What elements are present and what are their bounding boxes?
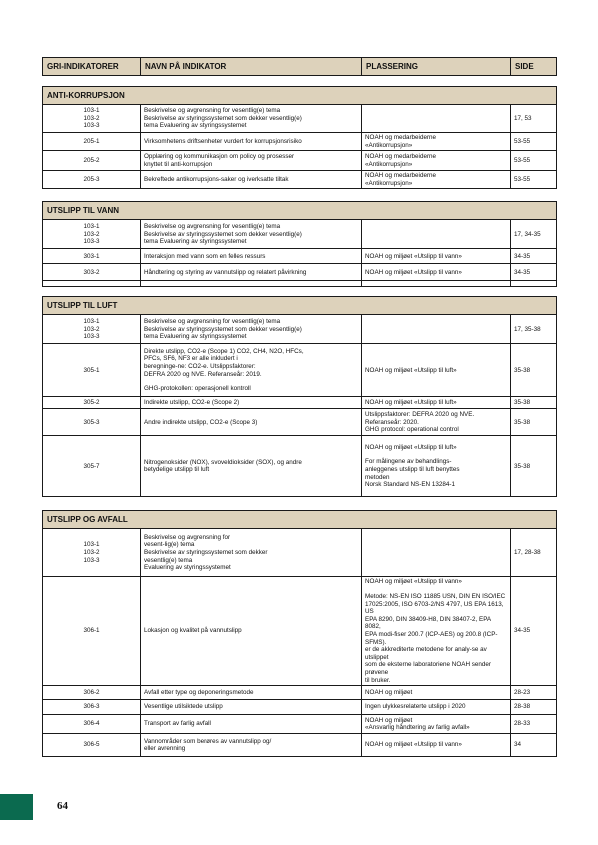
placement-cell-line: «Antikorrupsjon» xyxy=(365,141,413,149)
header-page: SIDE xyxy=(511,58,557,76)
placement-cell-line: Utslippsfaktorer: DEFRA 2020 og NVE. xyxy=(365,410,475,418)
placement-cell-line: til bruker. xyxy=(365,676,391,684)
indicator-name-cell xyxy=(141,264,362,281)
section-title: UTSLIPP TIL VANN xyxy=(43,202,557,220)
gri-code-cell-line: 305-3 xyxy=(83,418,100,426)
gri-code-cell-line: 305-1 xyxy=(83,366,100,374)
table-row xyxy=(43,344,557,397)
placement-cell xyxy=(362,220,511,249)
placement-cell xyxy=(362,315,511,344)
section-title: UTSLIPP TIL LUFT xyxy=(43,297,557,315)
placement-cell xyxy=(362,133,511,151)
placement-cell-line: Referanseår: 2020. xyxy=(365,418,419,426)
gri-code-cell-line: 103-3 xyxy=(83,238,100,246)
page-ref-cell: 53-55 xyxy=(511,151,557,171)
gri-code-cell xyxy=(43,133,141,151)
table-row xyxy=(43,249,557,264)
page-ref-cell: 34-35 xyxy=(511,264,557,281)
placement-cell xyxy=(362,734,511,757)
placement-cell-line: EPA 8290, DIN 38409-H8, DIN 38407-2, EPA 8082, xyxy=(365,615,491,631)
placement-cell-line: NOAH og miljøet «Utslipp til luft» xyxy=(365,399,457,407)
gri-code-cell-line: 103-3 xyxy=(83,556,100,564)
indicator-name-cell xyxy=(141,249,362,264)
placement-cell xyxy=(362,436,511,497)
placement-cell-line: EPA modi-fiser 200.7 (ICP-AES) og 200.8 (ICP-SFMS). xyxy=(365,630,498,646)
table-row xyxy=(43,171,557,189)
page-ref-cell: 17, 53 xyxy=(511,105,557,133)
gri-code-cell-line: 306-5 xyxy=(83,741,100,749)
gri-code-cell xyxy=(43,700,141,715)
indicator-name-cell xyxy=(141,577,362,686)
gri-code-cell-line: 103-3 xyxy=(83,122,100,130)
indicator-name-cell xyxy=(141,220,362,249)
indicator-name-cell xyxy=(141,436,362,497)
gri-code-cell xyxy=(43,577,141,686)
indicator-name-cell-line: tema Evaluering av styringssystemet xyxy=(144,122,247,130)
placement-cell xyxy=(362,344,511,397)
table-row xyxy=(43,315,557,344)
indicator-name-cell xyxy=(141,344,362,397)
page-ref-cell: 28-23 xyxy=(511,686,557,700)
table-row xyxy=(43,133,557,151)
gri-code-cell xyxy=(43,220,141,249)
indicator-name-cell-line xyxy=(144,378,358,385)
section-spacer xyxy=(43,76,557,87)
gri-code-cell xyxy=(43,715,141,734)
gri-code-cell xyxy=(43,344,141,397)
placement-cell-line: metoden xyxy=(365,473,390,481)
indicator-name-cell xyxy=(141,715,362,734)
section-spacer xyxy=(43,189,557,202)
section-header-row xyxy=(43,87,557,105)
indicator-name-cell-line: Lokasjon og kvalitet på vannutslipp xyxy=(144,627,242,635)
indicator-name-cell-line: beregninge-ne: CO2-e. Utslippsfaktorer: xyxy=(144,363,256,371)
indicator-name-cell-line: Vesentlige utilsiktede utslipp xyxy=(144,703,223,711)
section-title: UTSLIPP OG AVFALL xyxy=(43,511,557,529)
indicator-name-cell-line: Håndtering og styring av vannutslipp og relatert påvirkning xyxy=(144,268,307,276)
section-spacer-cell xyxy=(43,497,557,511)
indicator-name-cell-line: Interaksjon med vann som en felles ressurs xyxy=(144,252,266,260)
section-spacer xyxy=(43,287,557,297)
placement-cell xyxy=(362,105,511,133)
page-ref-cell: 28-38 xyxy=(511,700,557,715)
placement-cell-line: GHG protocol: operational control xyxy=(365,426,459,434)
table-row xyxy=(43,700,557,715)
indicator-name-cell xyxy=(141,171,362,189)
gri-code-cell xyxy=(43,151,141,171)
indicator-name-cell-line: Beskrivelse og avgrensning for xyxy=(144,533,231,541)
page-ref-cell: 35-38 xyxy=(511,436,557,497)
indicator-name-cell-line: Evaluering av styringssystemet xyxy=(144,564,231,572)
indicator-name-cell xyxy=(141,686,362,700)
gri-code-cell-line: 303-2 xyxy=(83,268,100,276)
table-row xyxy=(43,715,557,734)
indicator-name-cell-line: tema Evaluering av styringssystemet xyxy=(144,238,247,246)
page-ref-cell: 34-35 xyxy=(511,577,557,686)
indicator-name-cell-line: Transport av farlig avfall xyxy=(144,720,211,728)
indicator-name-cell-line: GHG-protokollen: operasjonell kontroll xyxy=(144,385,251,393)
placement-cell xyxy=(362,397,511,409)
page-ref-cell: 53-55 xyxy=(511,133,557,151)
gri-code-cell xyxy=(43,436,141,497)
page-ref-cell: 35-38 xyxy=(511,344,557,397)
placement-cell xyxy=(362,409,511,436)
table-body xyxy=(43,76,557,757)
indicator-name-cell-line: tema Evaluering av styringssystemet xyxy=(144,333,247,341)
placement-cell-line: NOAH og miljøet «Utslipp til vann» xyxy=(365,252,462,260)
table-row xyxy=(43,409,557,436)
placement-cell xyxy=(362,715,511,734)
indicator-name-cell-line: eller avrenning xyxy=(144,745,186,753)
table-row xyxy=(43,529,557,577)
gri-code-cell-line: 205-3 xyxy=(83,175,100,183)
section-spacer-cell xyxy=(43,287,557,297)
placement-cell-line: Metode: NS-EN ISO 11885 USN, DIN EN ISO/IEC xyxy=(365,592,506,600)
placement-cell-line: NOAH og miljøet xyxy=(365,716,413,724)
indicator-name-cell-line: PFCs, SF6, NF3 er alle inkludert i xyxy=(144,355,238,363)
page-ref-cell: 34-35 xyxy=(511,249,557,264)
gri-code-cell xyxy=(43,105,141,133)
gri-code-cell-line: 306-4 xyxy=(83,720,100,728)
indicator-name-cell-line: Beskrivelse og avgrensning for vesentlig(e) tema xyxy=(144,317,281,325)
indicator-name-cell-line: Bekreftede antikorrupsjons-saker og iverksatte tiltak xyxy=(144,175,289,183)
gri-code-cell-line: 103-2 xyxy=(83,549,100,557)
placement-cell xyxy=(362,529,511,577)
indicator-name-cell xyxy=(141,700,362,715)
indicator-name-cell xyxy=(141,151,362,171)
placement-cell xyxy=(362,264,511,281)
gri-code-cell-line: 103-2 xyxy=(83,325,100,333)
indicator-name-cell-line: betydelige utslipp til luft xyxy=(144,466,210,474)
indicator-name-cell xyxy=(141,315,362,344)
gri-code-cell-line: 303-1 xyxy=(83,252,100,260)
gri-code-cell xyxy=(43,686,141,700)
page-ref-cell: 28-33 xyxy=(511,715,557,734)
gri-code-cell-line: 306-2 xyxy=(83,688,100,696)
placement-cell-line: Ingen ulykkesrelaterte utslipp i 2020 xyxy=(365,703,466,711)
gri-code-cell-line: 205-1 xyxy=(83,137,100,145)
gri-code-cell xyxy=(43,171,141,189)
gri-code-cell xyxy=(43,409,141,436)
indicator-name-cell-line: vesentlig(e) tema xyxy=(144,556,193,564)
placement-cell-line: som de eksterne laboratoriene NOAH sender prøvene xyxy=(365,661,492,676)
gri-code-cell-line: 305-7 xyxy=(83,462,100,470)
placement-cell-line: NOAH og medarbeiderne xyxy=(365,172,437,180)
header-placement: PLASSERING xyxy=(362,58,511,76)
header-indicator-name: NAVN PÅ INDIKATOR xyxy=(141,58,362,76)
indicator-name-cell-line: Andre indirekte utslipp, CO2-e (Scope 3) xyxy=(144,418,258,426)
placement-cell xyxy=(362,249,511,264)
page-ref-cell: 17, 34-35 xyxy=(511,220,557,249)
table-row xyxy=(43,105,557,133)
indicator-name-cell xyxy=(141,105,362,133)
gri-code-cell-line: 103-1 xyxy=(83,107,100,115)
section-header-row xyxy=(43,202,557,220)
table-row xyxy=(43,264,557,281)
placement-cell-line: NOAH og miljøet «Utslipp til vann» xyxy=(365,741,462,749)
section-header-row xyxy=(43,297,557,315)
placement-cell xyxy=(362,700,511,715)
placement-cell-line: Norsk Standard NS-EN 13284-1 xyxy=(365,481,455,489)
table-row xyxy=(43,577,557,686)
table-row xyxy=(43,151,557,171)
placement-cell-line: NOAH og miljøet «Utslipp til vann» xyxy=(365,268,462,276)
indicator-name-cell-line: Direkte utslipp, CO2-e (Scope 1) CO2, CH4, N2O, HFCs, xyxy=(144,347,304,355)
gri-code-cell-line: 306-1 xyxy=(83,627,100,635)
indicator-name-cell-line: vesent-lig(e) tema xyxy=(144,541,195,549)
placement-cell-line: For målingene av behandlings- xyxy=(365,458,452,466)
gri-code-cell xyxy=(43,249,141,264)
placement-cell-line xyxy=(365,586,507,593)
placement-cell-line: «Antikorrupsjon» xyxy=(365,160,413,168)
table-header-row xyxy=(43,58,557,76)
gri-code-cell-line: 305-2 xyxy=(83,399,100,407)
gri-code-cell-line: 103-1 xyxy=(83,317,100,325)
table-row xyxy=(43,734,557,757)
gri-code-cell xyxy=(43,529,141,577)
placement-cell xyxy=(362,151,511,171)
table-row xyxy=(43,220,557,249)
placement-cell-line: NOAH og medarbeiderne xyxy=(365,134,437,141)
page-ref-cell: 53-55 xyxy=(511,171,557,189)
gri-code-cell xyxy=(43,264,141,281)
gri-code-cell-line: 103-1 xyxy=(83,541,100,549)
indicator-name-cell-line: Indirekte utslipp, CO2-e (Scope 2) xyxy=(144,399,240,407)
placement-cell-line: 17025:2005, ISO 6703-2/NS 4797, US EPA 1613, US xyxy=(365,600,504,616)
section-title: ANTI-KORRUPSJON xyxy=(43,87,557,105)
indicator-name-cell-line: DEFRA 2020 og NVE. Referanseår: 2019. xyxy=(144,370,262,378)
page-number: 64 xyxy=(57,800,68,812)
placement-cell-line: NOAH og medarbeiderne xyxy=(365,153,437,161)
indicator-name-cell-line: Beskrivelse av styringssystemet som dekker vesentlig(e) xyxy=(144,230,302,238)
indicator-name-cell-line: Virksomhetens driftsenheter vurdert for korrupsjonsrisiko xyxy=(144,137,302,145)
page-ref-cell: 17, 28-38 xyxy=(511,529,557,577)
indicator-name-cell-line: Nitrogenoksider (NOX), svoveldioksider (SOX), og andre xyxy=(144,458,302,466)
gri-code-cell-line: 205-2 xyxy=(83,156,100,164)
indicator-name-cell-line: Beskrivelse av styringssystemet som dekker vesentlig(e) xyxy=(144,114,302,122)
indicator-name-cell xyxy=(141,734,362,757)
gri-code-cell-line: 103-2 xyxy=(83,114,100,122)
gri-code-cell xyxy=(43,315,141,344)
placement-cell-line: «Ansvarlig håndtering av farlig avfall» xyxy=(365,724,470,732)
footer-accent-bar xyxy=(0,794,33,820)
table-row xyxy=(43,436,557,497)
page-ref-cell: 17, 35-38 xyxy=(511,315,557,344)
page-ref-cell: 35-38 xyxy=(511,409,557,436)
table-row xyxy=(43,686,557,700)
gri-code-cell-line: 306-3 xyxy=(83,703,100,711)
indicator-name-cell-line: knyttet til anti-korrupsjon xyxy=(144,160,213,168)
placement-cell-line: er de akkrediterte metodene for analy-se av utslippet xyxy=(365,646,487,661)
gri-code-cell-line: 103-1 xyxy=(83,222,100,230)
placement-cell-line: NOAH og miljøet xyxy=(365,688,413,696)
placement-cell-line: NOAH og miljøet «Utslipp til luft» xyxy=(365,366,457,374)
indicator-name-cell-line: Avfall etter type og deponeringsmetode xyxy=(144,688,254,696)
section-spacer-cell xyxy=(43,76,557,87)
gri-code-cell xyxy=(43,397,141,409)
indicator-name-cell-line: Beskrivelse av styringssystemet som dekker vesentlig(e) xyxy=(144,325,302,333)
gri-code-cell-line: 103-2 xyxy=(83,230,100,238)
indicator-name-cell-line: Vannområder som berøres av vannutslipp og/ xyxy=(144,737,272,745)
placement-cell xyxy=(362,171,511,189)
placement-cell-line: «Antikorrupsjon» xyxy=(365,179,413,187)
indicator-name-cell xyxy=(141,133,362,151)
page-ref-cell: 35-38 xyxy=(511,397,557,409)
gri-index-table xyxy=(42,57,557,757)
indicator-name-cell-line: Beskrivelse og avgrensning for vesentlig(e) tema xyxy=(144,107,281,115)
placement-cell xyxy=(362,686,511,700)
gri-code-cell-line: 103-3 xyxy=(83,333,100,341)
indicator-name-cell-line: Beskrivelse og avgrensning for vesentlig(e) tema xyxy=(144,222,281,230)
indicator-name-cell xyxy=(141,397,362,409)
section-spacer-cell xyxy=(43,189,557,202)
placement-cell-line: anleggenes utslipp til luft benyttes xyxy=(365,466,460,474)
section-spacer xyxy=(43,497,557,511)
header-gri-indicators: GRI-INDIKATORER xyxy=(43,58,141,76)
indicator-name-cell-line: Opplæring og kommunikasjon om policy og prosesser xyxy=(144,153,295,161)
placement-cell xyxy=(362,577,511,686)
placement-cell-line: NOAH og miljøet «Utslipp til vann» xyxy=(365,578,462,586)
table-row xyxy=(43,397,557,409)
page-ref-cell: 34 xyxy=(511,734,557,757)
indicator-name-cell xyxy=(141,529,362,577)
gri-code-cell xyxy=(43,734,141,757)
indicator-name-cell xyxy=(141,409,362,436)
section-header-row xyxy=(43,511,557,529)
indicator-name-cell-line: Beskrivelse av styringssystemet som dekker xyxy=(144,549,268,557)
placement-cell-line: NOAH og miljøet «Utslipp til luft» xyxy=(365,443,457,451)
